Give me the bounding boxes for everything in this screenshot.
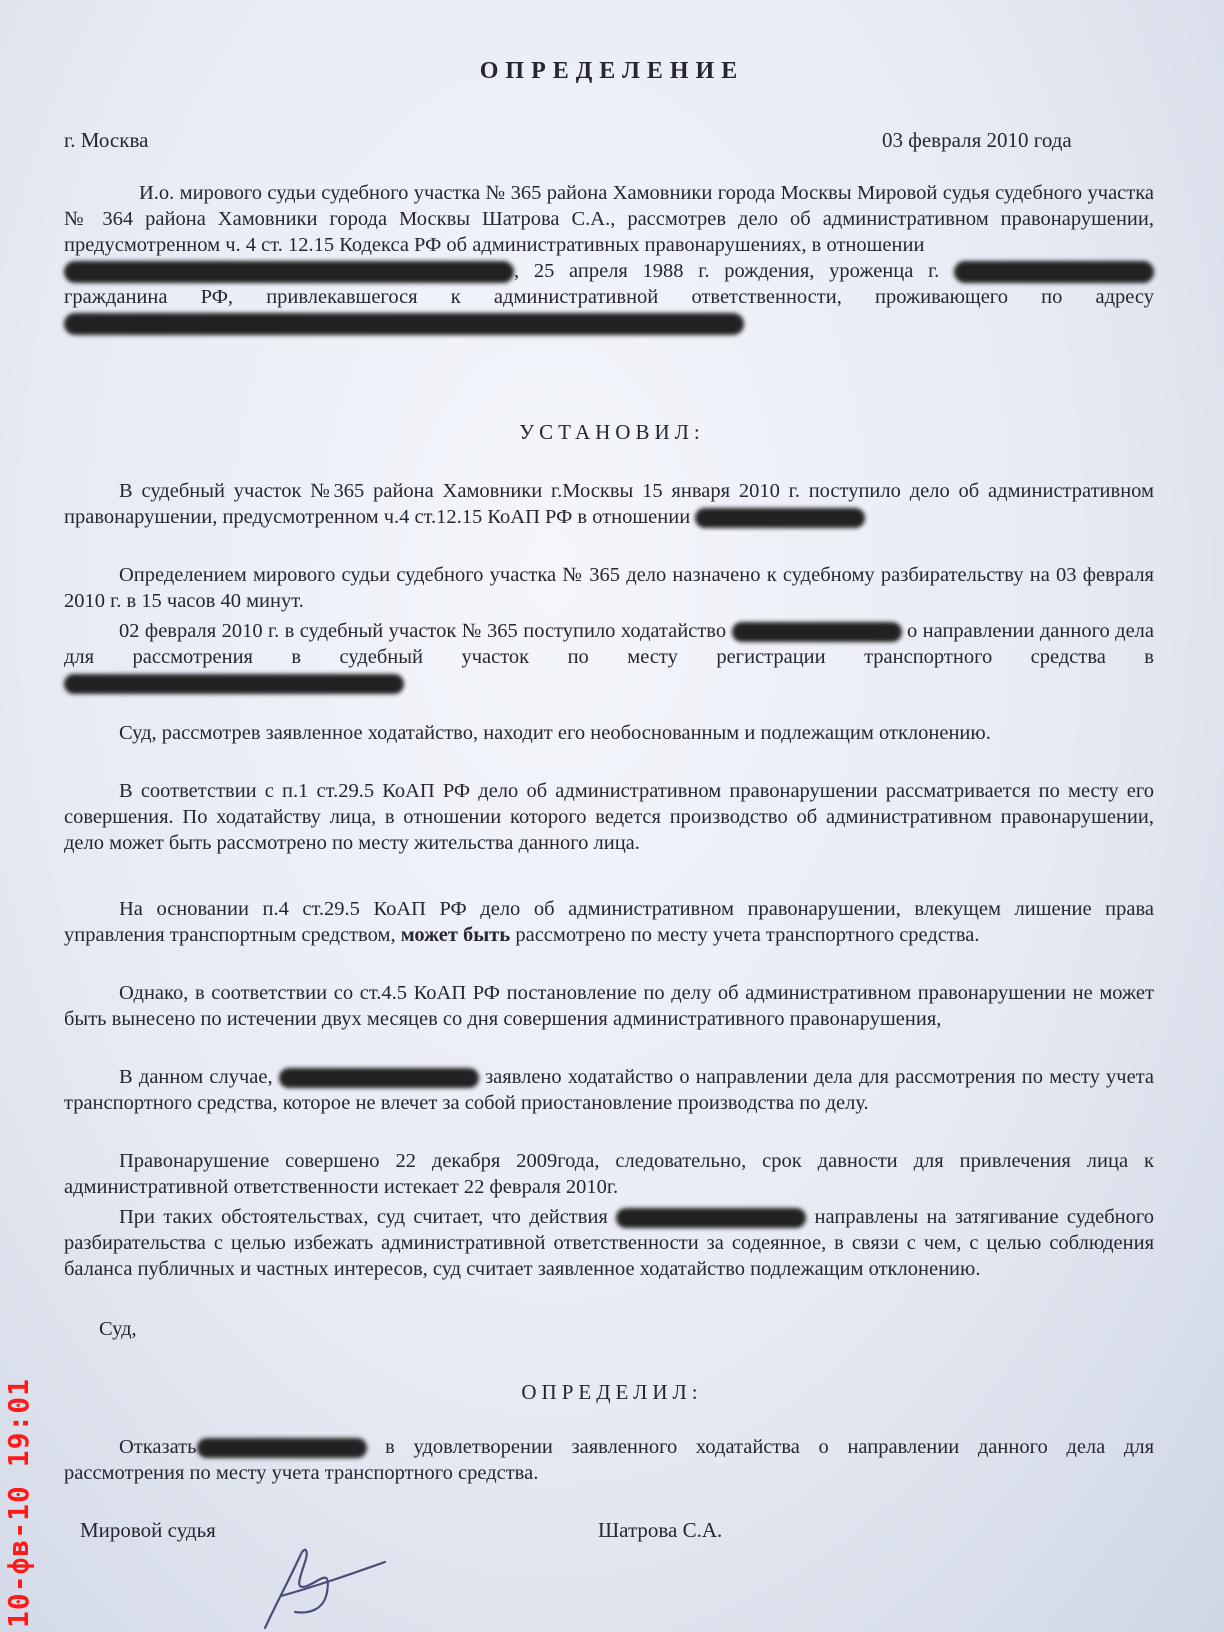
- paragraph-5: В соответствии с п.1 ст.29.5 КоАП РФ дело об административном правонарушении рассматривается по месту его совершения. По ходатайству лица, в отношении которого ведется производство об административном правонарушении, дело может быть рассмотрено по месту жительства данного лица.: [64, 780, 1154, 854]
- paragraph-4: Суд, рассмотрев заявленное ходатайство, находит его необоснованным и подлежащим отклонению.: [119, 722, 991, 744]
- redacted-name: [279, 1068, 479, 1088]
- paragraph-8-text-a: В данном случае,: [119, 1066, 273, 1088]
- redacted-birthplace: [954, 261, 1154, 283]
- redacted-name: [732, 622, 902, 642]
- paragraph-6: [64, 896, 1154, 948]
- ruling-text-a: Отказать: [119, 1436, 197, 1458]
- paragraph-8: [64, 1064, 1154, 1116]
- redacted-name: [695, 508, 865, 528]
- paragraph-8-text-b: заявлено ходатайство о направлении дела для рассмотрения по месту учета транспортного средства, которое не влечет за собой приостановление производства по делу.: [64, 1066, 1155, 1114]
- redacted-name: [64, 261, 514, 283]
- paragraph-9: Правонарушение совершено 22 декабря 2009года, следовательно, срок давности для привлечения лица к административной ответственности истекает 22 февраля 2010г.: [64, 1150, 1154, 1198]
- document-title: ОПРЕДЕЛЕНИЕ: [479, 58, 745, 84]
- intro-paragraph: [64, 180, 1154, 336]
- redacted-region: [64, 674, 404, 694]
- judge-signature: [225, 1540, 395, 1632]
- ruling-text-b: в удовлетворении заявленного ходатайства о направлении данного дела для рассмотрения по месту учета транспортного средства.: [64, 1436, 1155, 1484]
- intro-text-3: гражданина РФ, привлекавшегося к административной ответственности, проживающего по адресу: [64, 286, 1154, 308]
- redacted-name: [616, 1208, 806, 1228]
- paragraph-3: [64, 618, 1154, 696]
- paragraph-1-text: В судебный участок №365 района Хамовники г.Москвы 15 января 2010 г. поступило дело об административном правонарушении, предусмотренном ч.4 ст.12.15 КоАП РФ в отношении: [64, 480, 1154, 528]
- document-city: г. Москва: [64, 128, 149, 152]
- paragraph-11: Суд,: [99, 1318, 137, 1340]
- paragraph-10-text-b: направлены на затягивание судебного разбирательства с целью избежать административной ответственности за содеянное, в связи с чем, с целью соблюдения баланса публичных и частных интересов, суд считает заявленное ходатайство подлежащим отклонению.: [64, 1206, 1155, 1280]
- paragraph-7: Однако, в соответствии со ст.4.5 КоАП РФ постановление по делу об административном правонарушении не может быть вынесено по истечении двух месяцев со дня совершения административного правонарушения,: [64, 982, 1154, 1030]
- redacted-name: [197, 1438, 367, 1458]
- paragraph-10: [64, 1204, 1154, 1282]
- camera-timestamp: 10-фв-10 19:01: [2, 1377, 35, 1628]
- heading-decided: ОПРЕДЕЛИЛ:: [521, 1380, 703, 1404]
- intro-text-1: И.о. мирового судьи судебного участка № 365 района Хамовники города Москвы Мировой судья судебного участка № 364 района Хамовники города Москвы Шатрова С.А., рассмотрев дело об административном правонарушении, предусмотренном ч. 4 ст. 12.15 Кодекса РФ об административных правонарушениях, в отношении: [64, 182, 1154, 256]
- paragraph-3-text-b: о направлении данного дела для рассмотрения в судебный участок по месту регистрации транспортного средства в: [64, 620, 1155, 668]
- paragraph-6-emphasis: может быть: [400, 924, 511, 946]
- intro-text-2: , 25 апреля 1988 г. рождения, уроженца г.: [514, 260, 940, 282]
- document-date: 03 февраля 2010 года: [882, 128, 1072, 152]
- paragraph-1: [64, 478, 1154, 530]
- heading-established: УСТАНОВИЛ:: [519, 420, 705, 444]
- ruling-paragraph: [64, 1434, 1154, 1486]
- redacted-address: [64, 313, 744, 335]
- paragraph-6-text-a: На основании п.4 ст.29.5 КоАП РФ дело об административном правонарушении, влекущем лишение права управления транспортным средством,: [64, 898, 1154, 946]
- judge-title: Мировой судья: [80, 1518, 216, 1542]
- paragraph-6-text-b: рассмотрено по месту учета транспортного средства.: [515, 924, 980, 946]
- paragraph-10-text-a: При таких обстоятельствах, суд считает, что действия: [119, 1206, 608, 1228]
- paragraph-3-text-a: 02 февраля 2010 г. в судебный участок № 365 поступило ходатайство: [119, 620, 727, 642]
- judge-name: Шатрова С.А.: [598, 1518, 723, 1542]
- paragraph-2: Определением мирового судьи судебного участка № 365 дело назначено к судебному разбирательству на 03 февраля 2010 г. в 15 часов 40 минут.: [64, 564, 1154, 612]
